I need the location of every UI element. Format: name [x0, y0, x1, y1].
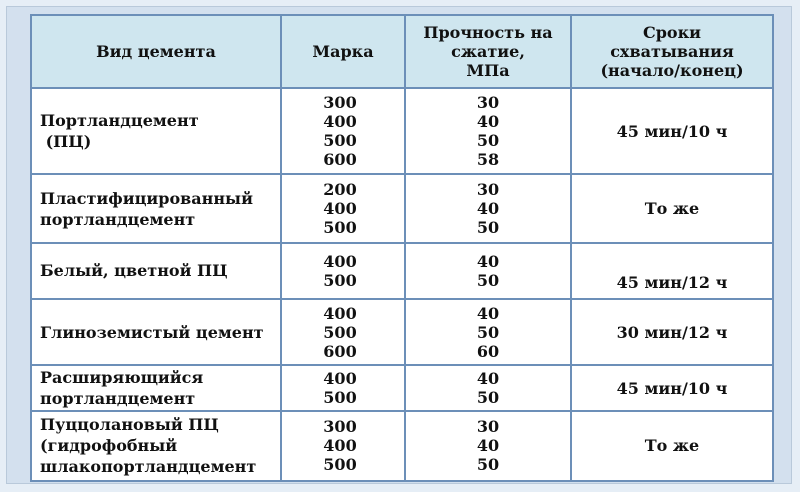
strength-value: 50	[476, 218, 500, 238]
cell-setting: 45 мин/12 ч	[571, 243, 773, 299]
cell-strength	[405, 174, 571, 242]
cell-type	[31, 174, 281, 242]
strength-value: 40	[476, 112, 500, 132]
header-strength-line: МПа	[466, 61, 510, 80]
table-row	[31, 88, 773, 174]
type-line: Глиноземистый цемент	[40, 322, 264, 342]
table-row	[31, 299, 773, 365]
type-line: портландцемент	[40, 389, 196, 408]
strength-value: 58	[476, 150, 500, 170]
strength-value: 50	[476, 270, 500, 290]
cell-brand	[281, 88, 405, 174]
brand-value: 400	[323, 251, 357, 271]
cell-setting: То же	[571, 174, 773, 242]
cell-brand	[281, 174, 405, 242]
strength-value: 40	[476, 303, 500, 323]
strength-value: 30	[476, 180, 500, 200]
strength-value: 40	[476, 369, 500, 388]
brand-value: 300	[323, 417, 357, 437]
table-row	[31, 243, 773, 299]
strength-value: 40	[476, 436, 500, 456]
cell-strength	[405, 365, 571, 410]
header-strength-line: Прочность на	[423, 23, 553, 42]
brand-value: 500	[323, 388, 357, 407]
type-line: шлакопортландцемент	[40, 457, 257, 477]
strength-value: 50	[476, 322, 500, 342]
cell-brand	[281, 299, 405, 365]
strength-value: 40	[476, 199, 500, 219]
cell-setting: То же	[571, 411, 773, 481]
type-line: Белый, цветной ПЦ	[40, 261, 228, 281]
table-row	[31, 365, 773, 410]
cell-setting: 45 мин/10 ч	[571, 365, 773, 410]
cell-type	[31, 299, 281, 365]
brand-value: 500	[323, 218, 357, 238]
type-line: Расширяющийся	[40, 368, 204, 387]
brand-value: 500	[323, 270, 357, 290]
table-header-row	[31, 15, 773, 88]
header-setting-line: (начало/конец)	[600, 61, 744, 80]
cell-type	[31, 88, 281, 174]
cell-type	[31, 411, 281, 481]
header-setting-line: схватывания	[610, 42, 734, 61]
cell-setting: 30 мин/12 ч	[571, 299, 773, 365]
brand-value: 400	[323, 436, 357, 456]
cell-setting: 45 мин/10 ч	[571, 88, 773, 174]
cell-type	[31, 365, 281, 410]
cement-table	[30, 14, 774, 482]
brand-value: 500	[323, 455, 357, 475]
strength-value: 50	[476, 455, 500, 475]
cell-brand	[281, 411, 405, 481]
strength-value: 50	[476, 388, 500, 407]
cell-strength	[405, 88, 571, 174]
brand-value: 400	[323, 303, 357, 323]
table-row	[31, 411, 773, 481]
header-type: Вид цемента	[31, 15, 281, 88]
cell-brand	[281, 365, 405, 410]
type-line: Пластифицированный	[40, 188, 253, 208]
cell-strength	[405, 411, 571, 481]
header-strength-line: сжатие,	[451, 42, 525, 61]
brand-value: 500	[323, 131, 357, 151]
cell-brand	[281, 243, 405, 299]
strength-value: 30	[476, 417, 500, 437]
strength-value: 40	[476, 251, 500, 271]
cell-strength	[405, 299, 571, 365]
header-setting	[571, 15, 773, 88]
brand-value: 400	[323, 369, 357, 388]
header-setting-line: Сроки	[642, 23, 701, 42]
brand-value: 300	[323, 93, 357, 113]
brand-value: 600	[323, 341, 357, 361]
cell-type	[31, 243, 281, 299]
type-line: портландцемент	[40, 209, 196, 229]
brand-value: 400	[323, 199, 357, 219]
strength-value: 60	[476, 341, 500, 361]
table-row	[31, 174, 773, 242]
brand-value: 200	[323, 180, 357, 200]
type-line: (ПЦ)	[40, 132, 92, 152]
brand-value: 400	[323, 112, 357, 132]
strength-value: 30	[476, 93, 500, 113]
brand-value: 600	[323, 150, 357, 170]
type-line: (гидрофобный	[40, 436, 178, 456]
header-strength	[405, 15, 571, 88]
strength-value: 50	[476, 131, 500, 151]
type-line: Портландцемент	[40, 111, 199, 131]
header-brand: Марка	[281, 15, 405, 88]
cell-strength	[405, 243, 571, 299]
brand-value: 500	[323, 322, 357, 342]
type-line: Пуццолановый ПЦ	[40, 415, 219, 435]
